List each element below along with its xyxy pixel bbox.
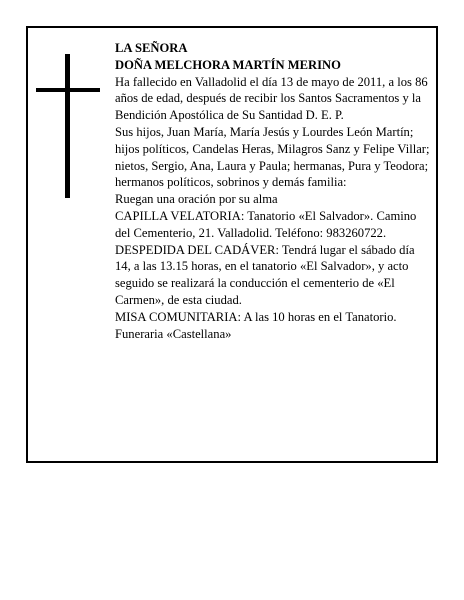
title: LA SEÑORA (115, 41, 188, 55)
cross-horizontal-bar (36, 88, 100, 92)
chapel-info: CAPILLA VELATORIA: Tanatorio «El Salvador». Camino del Cementerio, 21. Valladolid. Teléfono: 983260722. (115, 208, 417, 240)
funeral-home: Funeraria «Castellana» (115, 326, 232, 341)
mass-info: MISA COMUNITARIA: A las 10 horas en el Tanatorio. (115, 309, 397, 324)
obituary-text (115, 40, 433, 342)
prayer-request: Ruegan una oración por su alma (115, 192, 278, 207)
cross-icon (36, 54, 100, 198)
farewell-info: DESPEDIDA DEL CADÁVER: Tendrá lugar el sábado día 14, a las 13.15 horas, en el tanatorio «El Salvador», y acto seguido se realizará la conducción el cementerio de «El Carmen», de esta ciudad. (115, 242, 415, 307)
family-list: Sus hijos, Juan María, María Jesús y Lourdes León Martín; hijos políticos, Candelas Heras, Milagros Sanz y Felipe Villar; nietos, Sergio, Ana, Laura y Paula; hermanas, Pura y Teodora; hermanos políticos, sobrinos y demás familia: (115, 124, 430, 190)
obituary-notice (26, 26, 438, 463)
death-announcement: Ha fallecido en Valladolid el día 13 de mayo de 2011, a los 86 años de edad, después de recibir los Santos Sacramentos y la Bendición Apostólica de Su Santidad D. E. P. (115, 74, 428, 123)
cross-vertical-bar (65, 54, 70, 198)
deceased-name: DOÑA MELCHORA MARTÍN MERINO (115, 57, 341, 72)
